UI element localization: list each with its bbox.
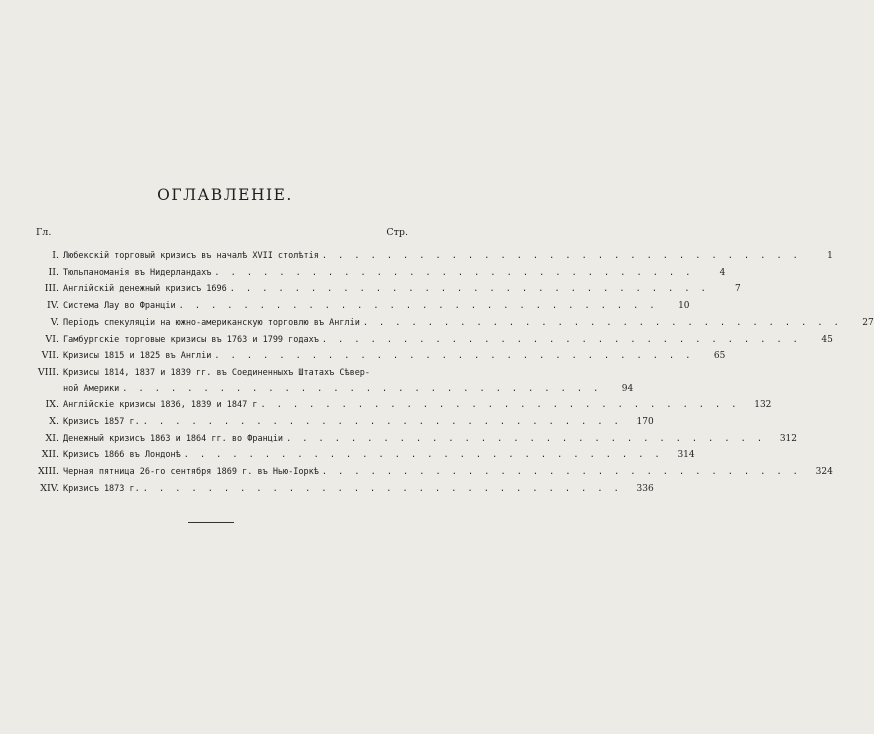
toc-entry — [28, 348, 726, 365]
chapter-number: XII. — [41, 449, 59, 461]
page-title: ОГЛАВЛЕНІЕ. — [157, 186, 293, 204]
dot-leader: . . . . . . . . . . . . . . . . . . . . . . . . . . . . . . — [321, 251, 801, 261]
dot-leader: . . . . . . . . . . . . . . . . . . . . . . . . . . . . . . — [229, 284, 709, 295]
chapter-number: VI. — [45, 333, 59, 345]
chapter-title: Кризисъ 1873 г. — [63, 483, 140, 494]
chapter-title: Тюльпаноманія въ Нидерландахъ — [63, 267, 212, 278]
dot-leader: . . . . . . . . . . . . . . . . . . . . . . . . . . . . . . — [362, 317, 842, 328]
chapter-title: Кризисъ 1866 въ Лондонѣ — [63, 450, 181, 461]
chapter-title: Періодъ спекуляціи на южно-американскую торговлю въ Англіи — [63, 317, 360, 328]
chapter-number: III. — [44, 283, 59, 295]
chapter-number: VIII. — [37, 366, 59, 378]
page-number: 94 — [621, 383, 634, 394]
dot-leader: . . . . . . . . . . . . . . . . . . . . . . . . . . . . . . — [321, 334, 801, 345]
toc-entry — [28, 431, 797, 448]
page-number: 132 — [754, 400, 772, 411]
toc-entry — [28, 248, 833, 265]
page-number: 7 — [734, 284, 741, 295]
toc-entry — [28, 397, 772, 414]
dot-leader: . . . . . . . . . . . . . . . . . . . . . . . . . . . . . . — [142, 483, 622, 494]
toc-entry-continuation — [28, 382, 634, 398]
chapter-title: Гамбургскіе торговые кризисы въ 1763 и 1799 годахъ — [63, 334, 319, 345]
toc-entry — [28, 265, 726, 282]
dot-leader: . . . . . . . . . . . . . . . . . . . . . . . . . . . . . . — [122, 383, 602, 394]
dot-leader: . . . . . . . . . . . . . . . . . . . . . . . . . . . . . . — [214, 267, 694, 278]
toc-entry — [28, 447, 695, 464]
page-number: 170 — [636, 417, 654, 428]
chapter-number: II. — [48, 266, 59, 278]
dot-leader: . . . . . . . . . . . . . . . . . . . . . . . . . . . . . . — [178, 301, 658, 312]
table-of-contents — [28, 248, 874, 498]
dot-leader: . . . . . . . . . . . . . . . . . . . . . . . . . . . . . . — [142, 417, 622, 428]
toc-entry — [28, 481, 654, 498]
page-number: 314 — [677, 450, 695, 461]
chapter-title: Кризисы 1814, 1837 и 1839 гг. въ Соединенныхъ Штатахъ Сѣвер- — [63, 367, 371, 378]
chapter-title: Кризисы 1815 и 1825 въ Англіи — [63, 351, 212, 362]
toc-entry — [28, 281, 741, 298]
chapter-number: IX. — [45, 399, 59, 411]
page-number: 65 — [713, 351, 726, 362]
toc-entry — [28, 464, 833, 481]
toc-entry — [28, 414, 654, 431]
chapter-number: XIV. — [40, 482, 59, 494]
toc-entry — [28, 365, 412, 382]
chapter-number: XI. — [45, 432, 59, 444]
chapter-number: IV. — [47, 300, 59, 312]
page-number: 336 — [636, 483, 654, 494]
page-number: 324 — [815, 467, 833, 478]
chapter-title: Кризисъ 1857 г. — [63, 417, 140, 428]
dot-leader: . . . . . . . . . . . . . . . . . . . . . . . . . . . . . . — [214, 351, 694, 362]
page-number: 45 — [821, 334, 833, 345]
page-number: 10 — [678, 301, 690, 312]
closing-rule — [188, 522, 234, 523]
dot-leader: . . . . . . . . . . . . . . . . . . . . . . . . . . . . . . — [286, 433, 765, 444]
page-number: 312 — [779, 433, 797, 444]
toc-entry — [28, 315, 874, 332]
page-number: 4 — [719, 267, 726, 278]
chapter-title: Система Лау во Франціи — [63, 301, 176, 312]
page-number: 1 — [827, 251, 833, 261]
page-number: 27 — [862, 317, 874, 328]
chapter-number: I. — [52, 250, 59, 261]
page-column-label: Стр. — [386, 227, 408, 238]
dot-leader: . . . . . . . . . . . . . . . . . . . . . . . . . . . . . . — [183, 450, 663, 461]
chapter-number: VII. — [41, 350, 59, 362]
chapter-title: Англійскій денежный кризисъ 1696 — [63, 284, 227, 295]
chapter-title-continuation: ной Америки — [63, 383, 120, 394]
dot-leader: . . . . . . . . . . . . . . . . . . . . . . . . . . . . . . — [321, 467, 801, 478]
toc-entry — [28, 298, 690, 315]
chapter-number: X. — [49, 416, 59, 428]
chapter-title: Англійскіе кризисы 1836, 1839 и 1847 г — [63, 400, 258, 411]
chapter-title: Любекскій торговый кризисъ въ началѣ XVII столѣтія — [63, 251, 319, 261]
chapter-title: Денежный кризисъ 1863 и 1864 гг. во Франціи — [63, 433, 284, 444]
toc-entry — [28, 332, 833, 349]
chapter-title: Черная пятница 26-го сентября 1869 г. въ Нью-Іоркѣ — [63, 467, 319, 478]
dot-leader: . . . . . . . . . . . . . . . . . . . . . . . . . . . . . . — [260, 400, 740, 411]
chapter-column-label: Гл. — [36, 227, 52, 238]
chapter-number: V. — [50, 316, 59, 328]
chapter-number: XIII. — [37, 466, 59, 478]
